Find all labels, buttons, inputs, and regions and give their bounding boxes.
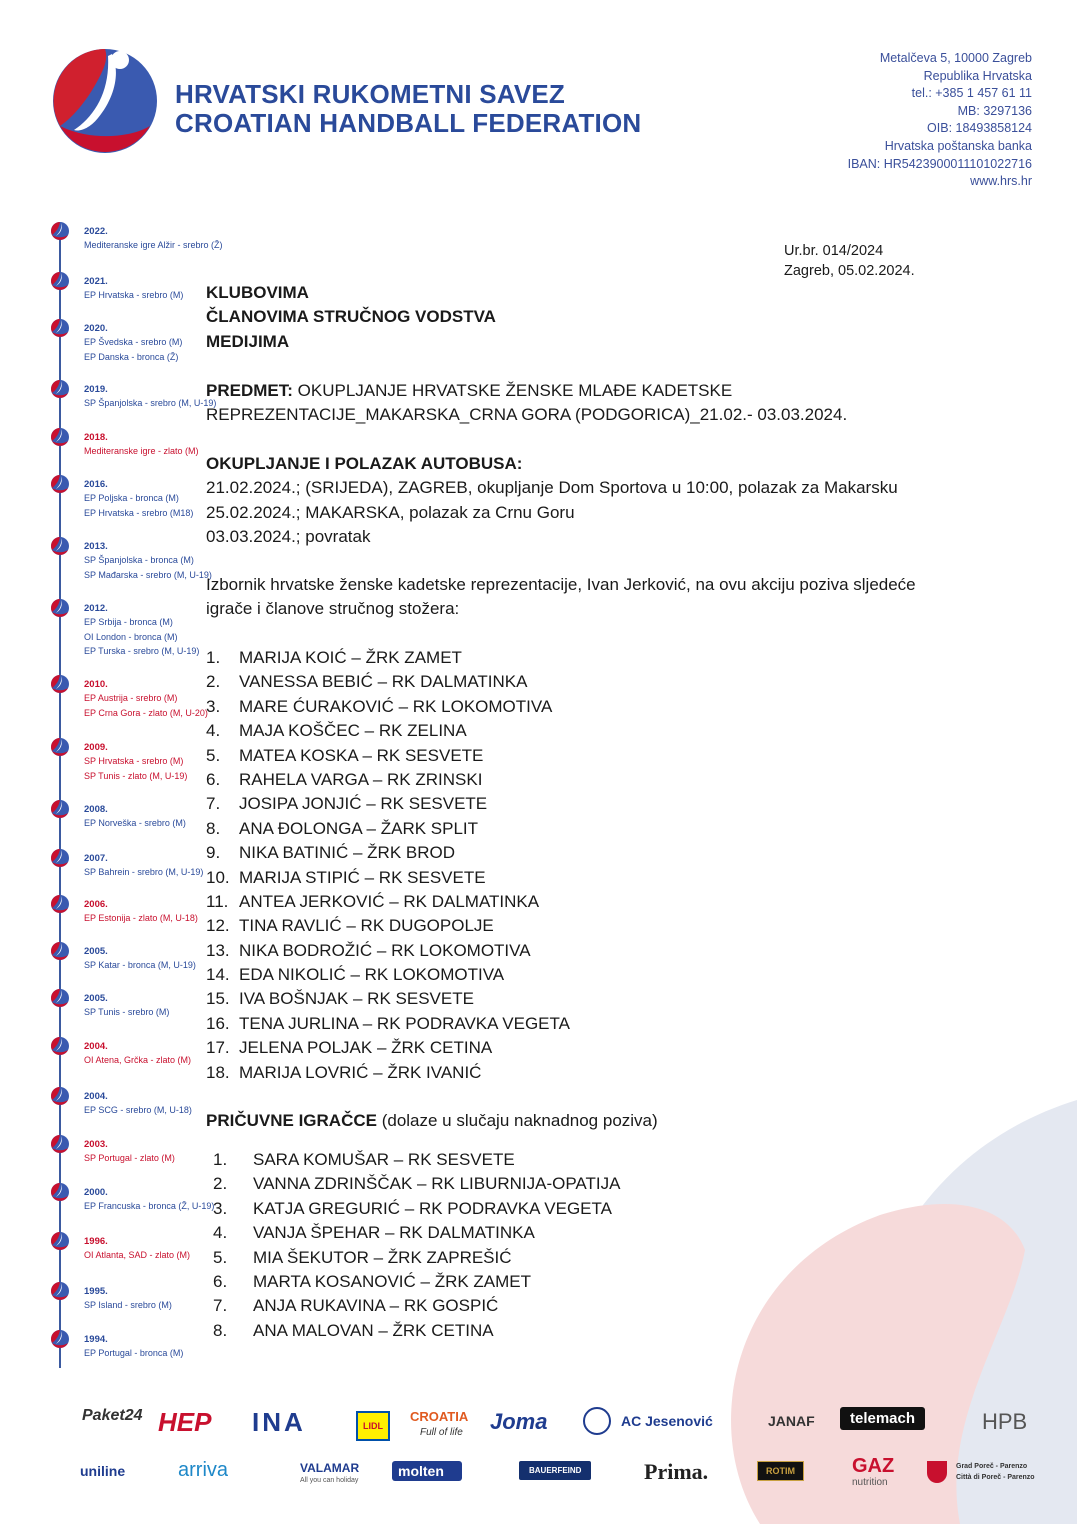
- federation-name-en: CROATIAN HANDBALL FEDERATION: [175, 108, 642, 138]
- timeline-event: Mediteranske igre - zlato (M): [84, 446, 199, 456]
- timeline-event: OI Atlanta, SAD - zlato (M): [84, 1250, 191, 1260]
- list-item-number: 10.: [206, 867, 230, 887]
- handball-player-icon: [49, 220, 71, 242]
- sponsor-bauerfeind: BAUERFEIND: [519, 1461, 591, 1480]
- timeline-year: 2004.: [84, 1091, 108, 1102]
- handball-player-icon: [49, 940, 71, 962]
- list-item: [213, 1148, 620, 1172]
- departure-line: 21.02.2024.; (SRIJEDA), ZAGREB, okupljanje Dom Sportova u 10:00, polazak za Makarsku: [206, 478, 898, 498]
- handball-player-icon: [49, 893, 71, 915]
- list-item-number: 3.: [213, 1198, 228, 1218]
- timeline-event: EP Hrvatska - srebro (M18): [84, 507, 194, 518]
- list-item-text: RAHELA VARGA – RK ZRINSKI: [239, 769, 483, 789]
- list-item-text: JOSIPA JONJIĆ – RK SESVETE: [239, 794, 488, 814]
- list-item-number: 17.: [206, 1038, 230, 1058]
- address-line: Metalčeva 5, 10000 Zagreb: [879, 51, 1032, 65]
- list-item-number: 16.: [206, 1013, 230, 1033]
- list-item-text: MARTA KOSANOVIĆ – ŽRK ZAMET: [253, 1271, 532, 1291]
- timeline-event: EP Srbija - bronca (M): [84, 617, 173, 627]
- handball-player-icon: [49, 473, 71, 495]
- list-item: [206, 695, 570, 719]
- list-item: [213, 1319, 620, 1343]
- subject-line1: OKUPLJANJE HRVATSKE ŽENSKE MLAĐE KADETSKE: [297, 381, 733, 400]
- list-item-number: 3.: [206, 696, 221, 716]
- list-item-text: ANJA RUKAVINA – RK GOSPIĆ: [253, 1296, 499, 1316]
- list-item-text: JELENA POLJAK – ŽRK CETINA: [239, 1038, 493, 1058]
- handball-player-icon: [49, 1085, 71, 1107]
- list-item-number: 11.: [206, 891, 229, 911]
- timeline-event: SP Portugal - zlato (M): [84, 1153, 175, 1163]
- intro-line2: igrače i članove stručnog stožera:: [206, 599, 460, 619]
- handball-player-icon: [49, 987, 71, 1009]
- handball-player-icon: [49, 1230, 71, 1252]
- list-item-text: EDA NIKOLIĆ – RK LOKOMOTIVA: [239, 965, 505, 985]
- list-item-number: 8.: [206, 818, 221, 838]
- sponsor-gaz: GAZ: [852, 1455, 895, 1477]
- sponsor-paket24: Paket24: [82, 1407, 143, 1424]
- timeline-event: EP SCG - srebro (M, U-18): [84, 1105, 192, 1115]
- timeline-event: EP Francuska - bronca (Ž, U-19): [84, 1201, 215, 1211]
- list-item-number: 1.: [213, 1150, 228, 1169]
- sponsor-ac-jesenovic: AC Jesenović: [621, 1413, 713, 1429]
- list-item-text: VANESSA BEBIĆ – RK DALMATINKA: [239, 672, 528, 692]
- timeline-event: EP Hrvatska - srebro (M): [84, 290, 184, 300]
- handball-player-icon: [49, 535, 71, 557]
- address-line: OIB: 18493858124: [927, 121, 1032, 136]
- list-item: [206, 646, 570, 670]
- list-item: [206, 768, 570, 792]
- timeline-event: SP Španjolska - bronca (M): [84, 555, 194, 565]
- players-list: [206, 646, 570, 1085]
- reserves-note: (dolaze u slučaju naknadnog poziva): [381, 1111, 658, 1130]
- timeline-year: 2006.: [84, 899, 108, 910]
- timeline-event: SP Bahrein - srebro (M, U-19): [84, 867, 204, 877]
- address-line: IBAN: HR5423900011101022716: [847, 156, 1032, 171]
- handball-player-icon: [49, 1035, 71, 1057]
- timeline-year: 2008.: [84, 804, 108, 815]
- reserves-heading-line: [206, 1109, 658, 1133]
- sponsor-valamar: VALAMAR: [300, 1461, 360, 1475]
- list-item-number: 18.: [206, 1062, 230, 1082]
- list-item-text: MARIJA STIPIĆ – RK SESVETE: [239, 867, 486, 887]
- sponsor-telemach: telemach: [840, 1407, 925, 1430]
- list-item: [206, 744, 570, 768]
- timeline-year: 2020.: [84, 323, 108, 334]
- timeline-year: 2013.: [84, 541, 108, 552]
- list-item-number: 15.: [206, 989, 230, 1009]
- sponsor-gaz-nutrition: nutrition: [852, 1477, 888, 1488]
- handball-player-icon: [49, 270, 71, 292]
- subject: [206, 379, 847, 428]
- list-item: [206, 866, 570, 890]
- handball-player-icon: [49, 847, 71, 869]
- departure-line: 03.03.2024.; povratak: [206, 527, 371, 547]
- timeline-event: OI Atena, Grčka - zlato (M): [84, 1055, 192, 1065]
- timeline-event: EP Danska - bronca (Ž): [84, 351, 179, 362]
- reference-block: [784, 241, 915, 281]
- timeline-event: SP Španjolska - srebro (M, U-19): [84, 398, 217, 408]
- list-item-text: MARE ĆURAKOVIĆ – RK LOKOMOTIVA: [239, 696, 553, 716]
- reference-number: Ur.br. 014/2024: [784, 243, 884, 259]
- list-item: [213, 1294, 620, 1318]
- list-item: [206, 1036, 570, 1060]
- sponsor-arriva: arriva: [178, 1459, 229, 1481]
- list-item: [206, 841, 570, 865]
- list-item: [206, 1012, 570, 1036]
- sponsor-joma: Joma: [490, 1409, 548, 1434]
- list-item-text: MATEA KOSKA – RK SESVETE: [239, 745, 484, 765]
- address-line: tel.: +385 1 457 61 11: [911, 86, 1032, 101]
- timeline-year: 2009.: [84, 742, 108, 753]
- timeline-event: Mediteranske igre Alžir - srebro (Ž): [84, 240, 223, 250]
- sponsor-hep: HEP: [158, 1407, 212, 1437]
- handball-player-icon: [49, 673, 71, 695]
- list-item: [206, 914, 570, 938]
- list-item-number: 2.: [213, 1174, 228, 1194]
- timeline-year: 2005.: [84, 993, 108, 1004]
- handball-player-icon: [49, 1328, 71, 1350]
- list-item-number: 14.: [206, 965, 230, 985]
- handball-player-icon: [49, 736, 71, 758]
- sponsor-uniline: uniline: [80, 1463, 126, 1479]
- list-item-number: 7.: [206, 794, 221, 814]
- subject-label: PREDMET:: [206, 381, 293, 400]
- handball-player-icon: [49, 1181, 71, 1203]
- list-item: [206, 987, 570, 1011]
- timeline-event: SP Hrvatska - srebro (M): [84, 756, 184, 766]
- sponsor-rotim: ROTIM: [757, 1461, 804, 1481]
- handball-player-icon: [49, 426, 71, 448]
- list-item: [213, 1246, 620, 1270]
- handball-player-icon: [49, 597, 71, 619]
- list-item: [206, 939, 570, 963]
- handball-player-icon: [49, 317, 71, 339]
- list-item-text: MARIJA LOVRIĆ – ŽRK IVANIĆ: [239, 1062, 482, 1082]
- list-item-text: ANTEA JERKOVIĆ – RK DALMATINKA: [239, 891, 540, 911]
- handball-player-icon: [49, 1133, 71, 1155]
- list-item-text: IVA BOŠNJAK – RK SESVETE: [239, 989, 474, 1009]
- address-line: Republika Hrvatska: [923, 68, 1032, 83]
- list-item-number: 13.: [206, 940, 230, 960]
- list-item: [213, 1197, 620, 1221]
- list-item-text: MARIJA KOIĆ – ŽRK ZAMET: [239, 648, 462, 667]
- list-item-text: MAJA KOŠČEC – RK ZELINA: [239, 721, 467, 741]
- sponsor-valamar-tagline: All you can holiday: [300, 1477, 359, 1484]
- timeline-event: SP Tunis - zlato (M, U-19): [84, 770, 188, 781]
- timeline-year: 2007.: [84, 853, 108, 864]
- timeline-year: 2000.: [84, 1187, 108, 1198]
- list-item-text: ANA ĐOLONGA – ŽARK SPLIT: [239, 818, 479, 838]
- sponsor-lidl: LIDL: [356, 1411, 390, 1441]
- list-item: [206, 963, 570, 987]
- list-item: [206, 719, 570, 743]
- federation-name-hr: HRVATSKI RUKOMETNI SAVEZ: [175, 79, 566, 109]
- list-item-number: 2.: [206, 672, 221, 692]
- sponsor-janaf: JANAF: [768, 1413, 815, 1429]
- timeline-event: EP Norveška - srebro (M): [84, 818, 186, 828]
- federation-name: [175, 80, 641, 138]
- list-item-text: VANJA ŠPEHAR – RK DALMATINKA: [253, 1223, 535, 1243]
- departure-line: 25.02.2024.; MAKARSKA, polazak za Crnu Goru: [206, 502, 575, 522]
- list-item-number: 6.: [206, 769, 221, 789]
- list-item-text: NIKA BATINIĆ – ŽRK BROD: [239, 843, 456, 863]
- timeline-event: EP Poljska - bronca (M): [84, 493, 179, 503]
- sponsors-footer: [0, 1395, 1077, 1505]
- timeline-event: EP Turska - srebro (M, U-19): [84, 646, 200, 656]
- sponsor-porec-it: Città di Poreč - Parenzo: [956, 1474, 1035, 1481]
- timeline-event: SP Katar - bronca (M, U-19): [84, 960, 196, 970]
- handball-player-icon: [49, 798, 71, 820]
- intro: [206, 573, 916, 622]
- list-item-text: KATJA GREGURIĆ – RK PODRAVKA VEGETA: [253, 1198, 612, 1218]
- timeline-year: 2019.: [84, 384, 108, 395]
- list-item-text: NIKA BODROŽIĆ – RK LOKOMOTIVA: [239, 940, 531, 960]
- timeline-event: SP Island - srebro (M): [84, 1300, 172, 1310]
- timeline-event: EP Crna Gora - zlato (M, U-20): [84, 707, 208, 718]
- address-line: MB: 3297136: [957, 103, 1032, 118]
- sponsor-porec: Grad Poreč - Parenzo: [956, 1463, 1028, 1470]
- sponsor-hpb: HPB: [982, 1409, 1028, 1434]
- list-item-text: VANNA ZDRINŠČAK – RK LIBURNIJA-OPATIJA: [253, 1174, 621, 1194]
- list-item: [213, 1270, 620, 1294]
- list-item-text: TENA JURLINA – RK PODRAVKA VEGETA: [239, 1013, 570, 1033]
- timeline-year: 2016.: [84, 479, 108, 490]
- list-item-number: 4.: [213, 1223, 228, 1243]
- list-item-number: 5.: [213, 1247, 228, 1267]
- timeline-event: SP Tunis - srebro (M): [84, 1007, 170, 1017]
- list-item-text: ANA MALOVAN – ŽRK CETINA: [253, 1320, 494, 1340]
- address-line: www.hrs.hr: [970, 174, 1032, 189]
- timeline-event: OI London - bronca (M): [84, 631, 178, 642]
- recipient-media: MEDIJIMA: [206, 331, 290, 351]
- timeline-event: EP Estonija - zlato (M, U-18): [84, 913, 198, 923]
- recipients: [206, 281, 496, 354]
- reserves-list: [213, 1148, 620, 1343]
- list-item: [206, 792, 570, 816]
- list-item-number: 4.: [206, 721, 221, 741]
- hrs-logo-icon: [50, 46, 160, 156]
- timeline-event: EP Švedska - srebro (M): [84, 337, 183, 347]
- list-item: [206, 817, 570, 841]
- list-item-text: MIA ŠEKUTOR – ŽRK ZAPREŠIĆ: [253, 1247, 512, 1267]
- list-item-number: 6.: [213, 1271, 228, 1291]
- timeline-event: EP Portugal - bronca (M): [84, 1348, 184, 1358]
- list-item-text: TINA RAVLIĆ – RK DUGOPOLJE: [239, 916, 494, 936]
- reserves-heading: PRIČUVNE IGRAČCE: [206, 1111, 377, 1130]
- timeline-year: 1994.: [84, 1334, 108, 1345]
- list-item: [206, 1061, 570, 1085]
- timeline-event: SP Mađarska - srebro (M, U-19): [84, 569, 212, 580]
- timeline-year: 1995.: [84, 1286, 108, 1297]
- timeline-year: 2022.: [84, 226, 108, 237]
- timeline-year: 2021.: [84, 276, 108, 287]
- timeline-year: 2004.: [84, 1041, 108, 1052]
- timeline-year: 2010.: [84, 679, 108, 690]
- departure-heading: OKUPLJANJE I POLAZAK AUTOBUSA:: [206, 454, 523, 473]
- timeline-event: EP Austrija - srebro (M): [84, 693, 178, 703]
- list-item-text: SARA KOMUŠAR – RK SESVETE: [253, 1150, 515, 1169]
- timeline-year: 2012.: [84, 603, 108, 614]
- departure-section: [206, 452, 898, 550]
- handball-player-icon: [49, 378, 71, 400]
- list-item: [206, 890, 570, 914]
- porec-crest-icon: [927, 1461, 947, 1483]
- handball-player-icon: [49, 1280, 71, 1302]
- reference-place-date: Zagreb, 05.02.2024.: [784, 263, 915, 279]
- recipient-clubs: KLUBOVIMA: [206, 283, 309, 302]
- subject-line2: REPREZENTACIJE_MAKARSKA_CRNA GORA (PODGORICA)_21.02.- 03.03.2024.: [206, 405, 848, 425]
- list-item-number: 12.: [206, 916, 230, 936]
- timeline-year: 2005.: [84, 946, 108, 957]
- list-item: [213, 1172, 620, 1196]
- sponsor-molten: molten: [392, 1461, 462, 1481]
- vw-logo-icon: [583, 1407, 611, 1435]
- list-item-number: 7.: [213, 1296, 228, 1316]
- sponsor-prima: Prima.: [644, 1459, 709, 1484]
- timeline-year: 2003.: [84, 1139, 108, 1150]
- list-item: [206, 670, 570, 694]
- list-item-number: 9.: [206, 843, 221, 863]
- address-block: [848, 50, 1032, 191]
- timeline-year: 1996.: [84, 1236, 108, 1247]
- recipient-staff: ČLANOVIMA STRUČNOG VODSTVA: [206, 307, 496, 327]
- intro-line1: Izbornik hrvatske ženske kadetske reprezentacije, Ivan Jerković, na ovu akciju poziva sljedeće: [206, 575, 916, 594]
- list-item-number: 5.: [206, 745, 221, 765]
- list-item-number: 8.: [213, 1320, 228, 1340]
- sponsor-croatia-tagline: Full of life: [420, 1427, 463, 1438]
- sponsor-ina: INA: [252, 1407, 306, 1437]
- address-line: Hrvatska poštanska banka: [884, 138, 1032, 153]
- list-item: [213, 1221, 620, 1245]
- list-item-number: 1.: [206, 648, 221, 667]
- sponsor-croatia: CROATIA: [410, 1409, 469, 1424]
- timeline-year: 2018.: [84, 432, 108, 443]
